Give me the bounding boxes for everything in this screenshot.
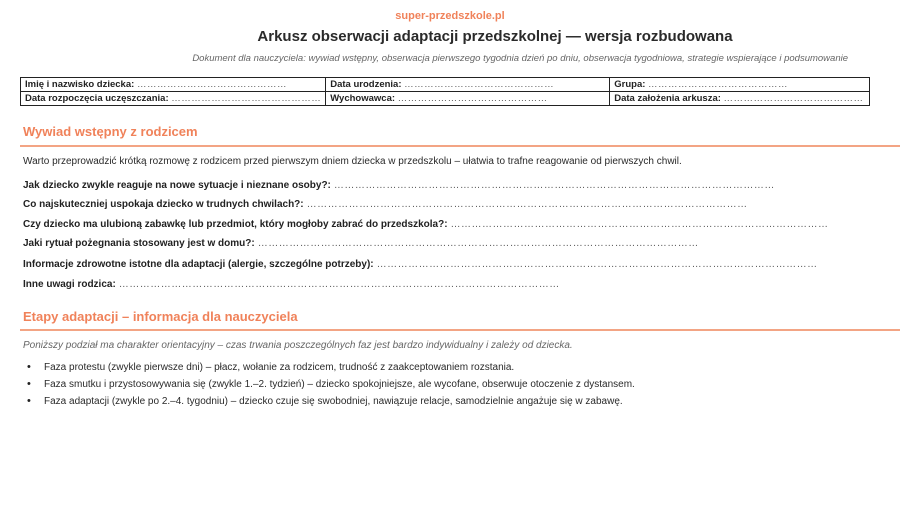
question-label: Informacje zdrowotne istotne dla adaptacji (alergie, szczególne potrzeby): (23, 259, 374, 270)
question-label: Inne uwagi rodzica: (23, 279, 116, 290)
section-intro: Warto przeprowadzić krótką rozmowę z rodzicem przed pierwszym dniem dziecka w przedszkolu – ułatwia to trafne reagowanie od pierwszych chwil. (23, 156, 682, 167)
document-title: Arkusz obserwacji adaptacji przedszkolnej — wersja rozbudowana (257, 28, 733, 45)
list-item: • Faza adaptacji (zwykle po 2.–4. tygodniu) – dziecko czuje się swobodniej, nawiązuje relacje, samodzielnie angażuje się w zabawę. (40, 396, 635, 413)
field-birth-date[interactable] (326, 78, 610, 92)
stages-list (40, 362, 635, 413)
field-label: Data założenia arkusza: (614, 93, 721, 104)
field-teacher[interactable] (326, 92, 610, 106)
answer-fill-line: ……………………………………………………………………………………………………………… (333, 180, 775, 191)
field-label: Grupa: (614, 79, 646, 90)
question-item[interactable] (23, 199, 748, 210)
question-item[interactable] (23, 219, 829, 230)
question-label: Co najskuteczniej uspokaja dziecko w trudnych chwilach?: (23, 199, 304, 210)
field-fill-line: ……………………………………… (136, 79, 287, 90)
document-subtitle: Dokument dla nauczyciela: wywiad wstępny, obserwacja pierwszego tygodnia dzień po dniu, obserwacja tygodniowa, strategie wspierające i podsumowanie (192, 53, 848, 64)
field-label: Imię i nazwisko dziecka: (25, 79, 135, 90)
info-row (21, 92, 870, 106)
field-group[interactable] (610, 78, 870, 92)
field-fill-line: …………………………………… (648, 79, 789, 90)
answer-fill-line: ……………………………………………………………………………………………………………… (306, 199, 748, 210)
field-label: Data rozpoczęcia uczęszczania: (25, 93, 169, 104)
field-fill-line: …………………………………… (723, 93, 864, 104)
question-label: Jak dziecko zwykle reaguje na nowe sytuacje i nieznane osoby?: (23, 180, 331, 191)
field-sheet-date[interactable] (610, 92, 870, 106)
question-label: Czy dziecko ma ulubioną zabawkę lub przedmiot, który mogłoby zabrać do przedszkola?: (23, 219, 448, 230)
list-item: • Faza protestu (zwykle pierwsze dni) – płacz, wołanie za rodzicem, trudność z zaakceptowaniem rozstania. (40, 362, 635, 379)
answer-fill-line: ……………………………………………………………………………………………… (450, 219, 829, 230)
field-fill-line: ……………………………………… (171, 93, 322, 104)
question-item[interactable] (23, 259, 818, 270)
field-start-date[interactable] (21, 92, 326, 106)
section-title-stages: Etapy adaptacji – informacja dla nauczyciela (23, 309, 298, 324)
section-divider (20, 145, 900, 147)
field-label: Wychowawca: (330, 93, 396, 104)
field-fill-line: ……………………………………… (397, 93, 548, 104)
brand-logo-text: super-przedszkole.pl (395, 10, 505, 22)
section-title-interview: Wywiad wstępny z rodzicem (23, 124, 198, 139)
answer-fill-line: ……………………………………………………………………………………………………………… (118, 279, 560, 290)
question-label: Jaki rytuał pożegnania stosowany jest w domu?: (23, 238, 255, 249)
answer-fill-line: ……………………………………………………………………………………………………………… (257, 238, 699, 249)
section-intro: Poniższy podział ma charakter orientacyjny – czas trwania poszczególnych faz jest bardzo indywidualny i zależy od dziecka. (23, 340, 573, 351)
info-table (20, 77, 870, 106)
question-item[interactable] (23, 180, 775, 191)
field-fill-line: ……………………………………… (404, 79, 555, 90)
list-item: • Faza smutku i przystosowywania się (zwykle 1.–2. tydzień) – dziecko spokojniejsze, ale wycofane, obserwuje otoczenie z dystansem. (40, 379, 635, 396)
answer-fill-line: ……………………………………………………………………………………………………………… (376, 259, 818, 270)
field-label: Data urodzenia: (330, 79, 402, 90)
question-item[interactable] (23, 238, 699, 249)
section-divider (20, 329, 900, 331)
question-item[interactable] (23, 279, 560, 290)
field-child-name[interactable] (21, 78, 326, 92)
info-row (21, 78, 870, 92)
